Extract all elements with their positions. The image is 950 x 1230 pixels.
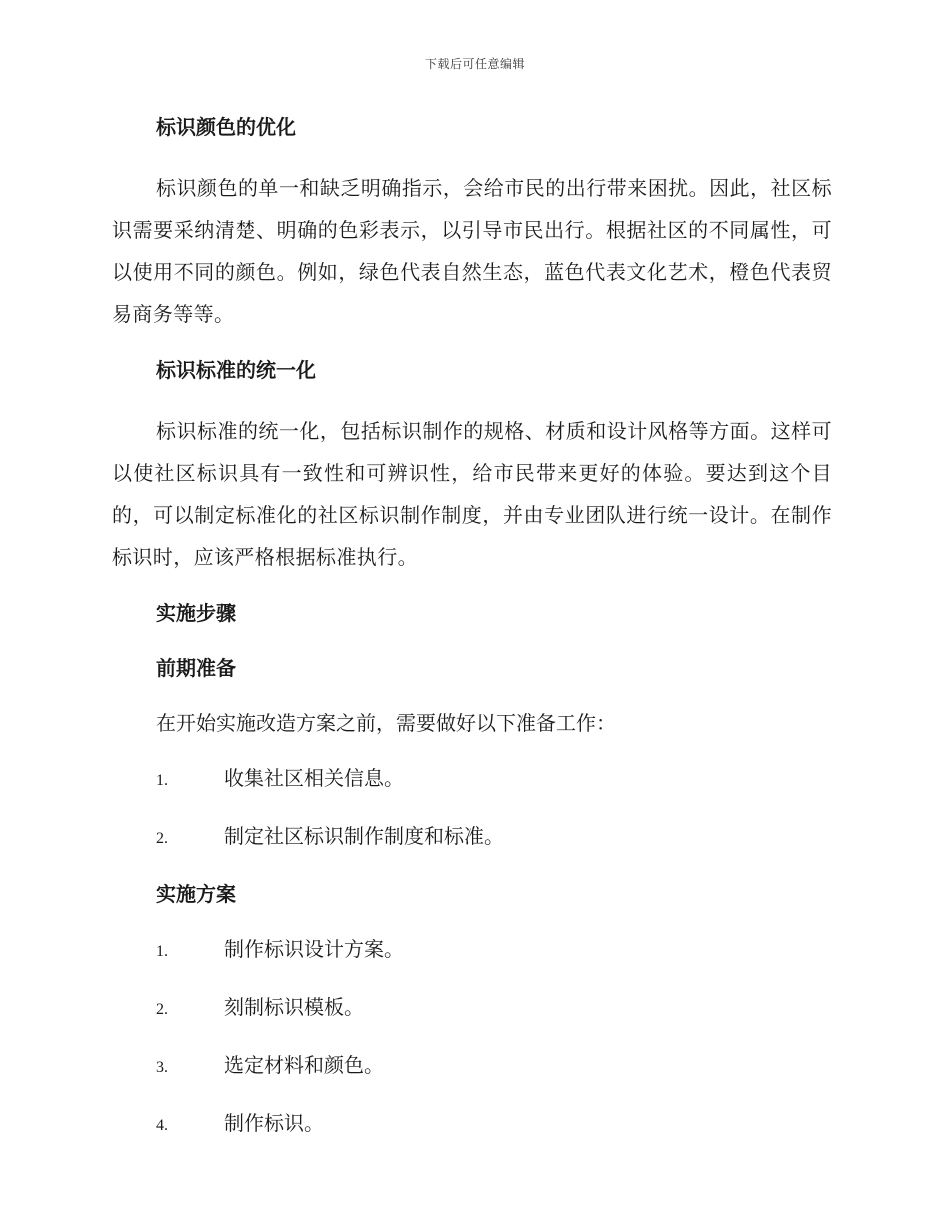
section-heading-color: 标识颜色的优化: [156, 115, 296, 139]
prep-intro: 在开始实施改造方案之前，需要做好以下准备工作：: [156, 711, 616, 735]
list-number: 2.: [156, 1001, 168, 1018]
list-number: 1.: [156, 943, 168, 960]
list-number: 2.: [156, 830, 168, 847]
list-item: [112, 763, 832, 796]
list-item: [112, 992, 832, 1025]
list-text: 收集社区相关信息。: [224, 766, 404, 790]
list-text: 选定材料和颜色。: [224, 1053, 384, 1077]
paragraph-color: 标识颜色的单一和缺乏明确指示，会给市民的出行带来困扰。因此，社区标识需要采纳清楚、明确的色彩表示，以引导市民出行。根据社区的不同属性，可以使用不同的颜色。例如，绿色代表自然生态，蓝色代表文化艺术，橙色代表贸易商务等等。: [112, 176, 832, 326]
section-heading-prep: 前期准备: [156, 656, 236, 680]
list-text: 刻制标识模板。: [224, 995, 364, 1019]
list-item: [112, 1108, 832, 1141]
list-text: 制作标识。: [224, 1111, 324, 1135]
list-text: 制作标识设计方案。: [224, 937, 404, 961]
list-item: [112, 1050, 832, 1083]
list-number: 4.: [156, 1117, 168, 1134]
section-heading-standard: 标识标准的统一化: [156, 358, 316, 382]
list-number: 1.: [156, 772, 168, 789]
paragraph-standard: 标识标准的统一化，包括标识制作的规格、材质和设计风格等方面。这样可以使社区标识具有一致性和可辨识性，给市民带来更好的体验。要达到这个目的，可以制定标准化的社区标识制作制度，并由专业团队进行统一设计。在制作标识时，应该严格根据标准执行。: [112, 419, 832, 569]
list-text: 制定社区标识制作制度和标准。: [224, 824, 504, 848]
document-content: [112, 112, 832, 1166]
list-item: [112, 934, 832, 967]
section-heading-steps: 实施步骤: [156, 601, 236, 625]
header-note: 下载后可任意编辑: [424, 57, 525, 71]
section-heading-plan: 实施方案: [156, 882, 236, 906]
list-item: [112, 821, 832, 854]
list-number: 3.: [156, 1059, 168, 1076]
